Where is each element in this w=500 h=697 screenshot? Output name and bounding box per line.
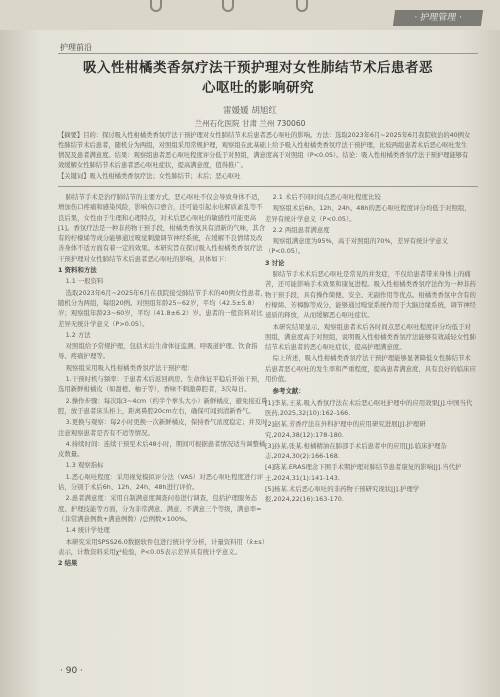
body-paragraph: 2.患者满意度：采用自制满意度调查问卷进行调查，包括护理服务态度、护理技能等方面，分为非常满意、满意、不满意三个等级，满意率=（非常满意例数+满意例数）/总例数×100%。 [58,494,262,523]
body-paragraph: 观察组术后6h、12h、24h、48h的恶心呕吐程度评分均低于对照组，差异有统计学意义（P<0.05）。 [265,204,471,223]
body-paragraph: 2.操作步骤：每次取3~4cm（约半个拳头大小）新鲜橘皮，避免接近鼻腔，放于患者床头柜上，距离鼻腔20cm左右，确保可闻到清新香气。 [58,396,268,415]
author-affiliation: 兰州石化医院 甘肃 兰州 730060 [194,119,306,128]
body-paragraph: 1.4 统计学处理 [65,526,110,535]
article-authors: 雷媛媛 胡旭红 [223,106,277,116]
section-label: 护理前沿 [60,43,92,52]
section-heading: 3 讨论 [265,258,285,267]
body-paragraph: 肺结节手术是治疗肺结节的主要方式，恶心呕吐不仅会导致身体不适，增加伤口疼痛和感染风险，影响伤口愈合，还可能引起水电解质紊乱等不良后果，女性由于生理和心理特点，对术后恶心呕吐的敏感性可能更高[1]。香氛疗法是一种非药物干预手段，柑橘类香氛具有清新的气味，其含有的柠檬烯等成分能够通过嗅觉刺激调节神经系统，在缓解不良情绪及改善身体不适方面有着一定的效果。本研究旨在探讨吸入性柑橘类香氛疗法干预护理对女性肺结节术后患者恶心呕吐的影响，具体如下： [58,193,266,263]
body-paragraph: 综上所述，吸入性柑橘类香氛疗法干预护理能够显著降低女性肺结节术后患者恶心呕吐的发生率和严重程度，提高患者满意度，具有良好的临床应用价值。 [265,354,476,384]
article-title: 吸入性柑橘类香氛疗法干预护理对女性肺结节术后患者恶心呕吐的影响研究 [83,60,433,96]
body-paragraph: 选取2023年6月~2025年6月在我院接受肺结节手术的40例女性患者，随机分为两组，每组20例。对照组年龄25~62岁，平均（42.5±5.8）岁；观察组年龄23~60岁，平均（41.8±6.2）岁。患者的一般资料对比差异无统计学意义（P>0.05）。 [58,288,267,328]
section-heading: 1 资料和方法 [58,266,97,275]
body-paragraph: 1.干预时机与频率：于患者术后返回病房、生命体征平稳后开始干预，选用新鲜柑橘皮（如甜橙、柚子等），香味不刺激鼻腔者，3次每日。 [58,375,264,394]
reference-item: [4]陈某.ERAS理念下围手术期护理对肺结节患者康复的影响[J].当代护士,2024,31(1):141-143. [265,463,462,482]
body-paragraph: 3.更换与观察：每2小时更换一次新鲜橘皮，保持香气浓度稳定；并及时注意观察患者是否有不适等情况。 [58,418,268,437]
body-paragraph: 1.3 观察指标 [65,461,104,470]
body-paragraph: 本研究采用SPSS26.0数据软件包进行统计学分析，计量资料用（x̄±s）表示，计数资料采用χ²检验，P<0.05表示差异具有统计学意义。 [58,537,265,556]
binding-ring [296,0,308,12]
keywords: 【关键词】吸入性柑橘类香氛疗法；女性肺结节；术后；恶心呕吐 [58,173,241,180]
body-paragraph: 肺结节手术术后恶心呕吐是常见的并发症，不仅给患者带来身体上的痛苦，还可能影响手术效果和康复进程。吸入性柑橘类香氛疗法作为一种非药物干预手段，具有操作简便、安全、无副作用等优点。柑橘类香氛中含有的柠檬烯、芳樟醇等成分，能够通过嗅觉系统作用于大脑边缘系统，调节神经递质的释放，从而缓解恶心呕吐症状。 [265,270,476,320]
abstract: 【摘要】目的：探讨吸入性柑橘类香氛疗法干预护理对女性肺结节术后患者恶心呕吐的影响。方法：选取2023年6月~2025年6月我院收治的40例女性肺结节术后患者，随机分为两组，对照组采用常规护理，观察组在此基础上给予吸入性柑橘类香氛疗法干预护理，比较两组患者术后恶心呕吐发生情况及患者满意度。结果：观察组患者恶心呕吐程度评分低于对照组，满意度高于对照组（P<0.05）。结论：吸入性柑橘类香氛疗法干预护理能够有效缓解女性肺结节术后患者恶心呕吐症状，提高满意度，值得推广。 [58,132,471,169]
body-paragraph: 4.持续时间：连续干预至术后48小时，期间可根据患者情况适当调整橘皮数量。 [58,439,266,459]
body-paragraph: 2.2 两组患者满意度 [272,225,330,234]
reference-item: [1]李某,王某.吸入香氛疗法在术后恶心呕吐护理中的应用效果[J].中国当代医药,2025,32(10):162-166. [265,398,473,417]
binding-ring [222,0,234,12]
body-paragraph: 1.1 一般资料 [65,277,104,286]
body-paragraph: 1.恶心呕吐程度：采用视觉模拟评分法（VAS）对恶心呕吐程度进行评估，分别于术后6h、12h、24h、48h进行评价。 [58,472,264,492]
section-heading: 2 结果 [58,559,78,568]
header-rule [58,53,478,54]
body-paragraph: 2.1 术后不同时间点恶心呕吐程度比较 [272,193,381,201]
abstract-rule [58,186,478,187]
references-heading: 参考文献： [272,387,305,396]
body-paragraph: 观察组采用吸入性柑橘类香氛疗法干预护理： [65,363,194,372]
body-paragraph: 对照组给予常规护理，包括术后生命体征监测、呼吸道护理、饮食指导、疼痛护理等。 [58,342,258,361]
running-header-tag: · 护理管理 · [393,10,483,26]
body-paragraph: 观察组满意度为95%，高于对照组的70%，差异有统计学意义（P<0.05）。 [265,237,449,256]
body-paragraph: 本研究结果显示，观察组患者术后各时间点恶心呕吐程度评分均低于对照组，满意度高于对照组，说明吸入性柑橘类香氛疗法能够有效减轻女性肺结节术后患者的恶心呕吐症状，提高护理满意度。 [265,322,476,352]
right-column [265,192,477,506]
reference-item: [3]孙某,张某.柑橘精油在肺部手术后患者中的应用[J].临床护理杂志,2024,30(2):166-168. [265,441,447,461]
binding-ring [150,0,162,12]
left-column [58,192,268,569]
page-number: · 90 · [60,666,83,676]
body-paragraph: 1.2 方法 [65,330,91,339]
reference-item: [2]赵某.芳香疗法在外科护理中的应用研究进展[J].护理研究,2024,38(12):178-180. [265,420,426,439]
reference-item: [5]杨某.术后恶心呕吐的非药物干预研究现状[J].护理学报,2024,22(16):163-170. [265,485,420,504]
